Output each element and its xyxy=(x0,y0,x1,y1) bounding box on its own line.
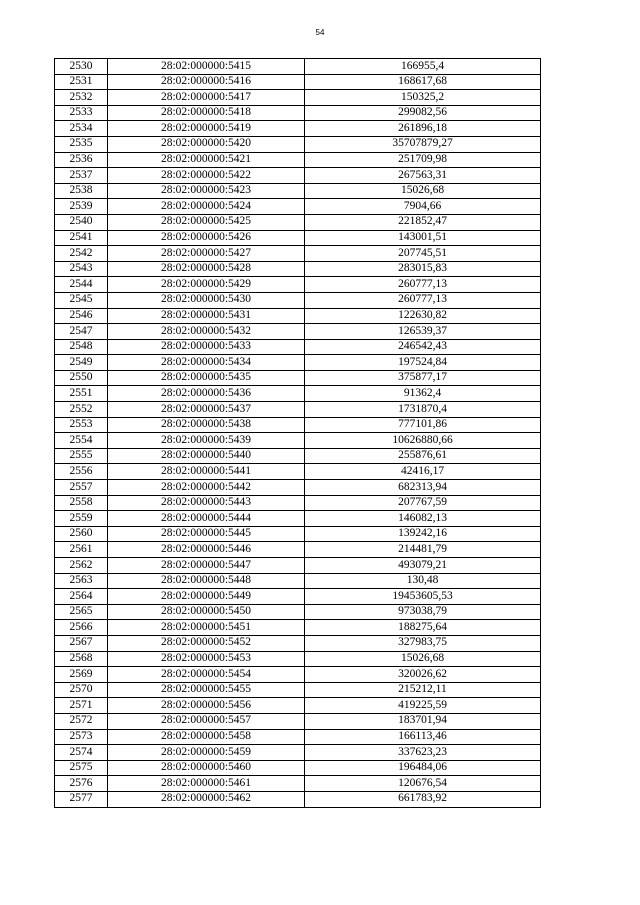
table-row xyxy=(55,105,541,121)
cadastral-number-cell: 28:02:000000:5418 xyxy=(108,105,305,121)
cadastral-number-cell: 28:02:000000:5445 xyxy=(108,526,305,542)
row-number-cell: 2551 xyxy=(55,386,108,402)
table-row xyxy=(55,682,541,698)
row-number-cell: 2569 xyxy=(55,667,108,683)
row-number-cell: 2564 xyxy=(55,589,108,605)
cadastral-number-cell: 28:02:000000:5450 xyxy=(108,604,305,620)
cadastral-value-cell: 7904,66 xyxy=(305,199,541,215)
cadastral-number-cell: 28:02:000000:5433 xyxy=(108,339,305,355)
cadastral-number-cell: 28:02:000000:5430 xyxy=(108,292,305,308)
cadastral-number-cell: 28:02:000000:5422 xyxy=(108,168,305,184)
row-number-cell: 2568 xyxy=(55,651,108,667)
row-number-cell: 2563 xyxy=(55,573,108,589)
table-row xyxy=(55,339,541,355)
cadastral-value-cell: 260777,13 xyxy=(305,277,541,293)
row-number-cell: 2545 xyxy=(55,292,108,308)
cadastral-number-cell: 28:02:000000:5432 xyxy=(108,324,305,340)
cadastral-value-cell: 299082,56 xyxy=(305,105,541,121)
cadastral-number-cell: 28:02:000000:5444 xyxy=(108,511,305,527)
cadastral-number-cell: 28:02:000000:5462 xyxy=(108,791,305,807)
cadastral-number-cell: 28:02:000000:5461 xyxy=(108,776,305,792)
row-number-cell: 2572 xyxy=(55,713,108,729)
row-number-cell: 2567 xyxy=(55,635,108,651)
cadastral-value-cell: 973038,79 xyxy=(305,604,541,620)
cadastral-value-cell: 337623,23 xyxy=(305,745,541,761)
table-row xyxy=(55,464,541,480)
row-number-cell: 2553 xyxy=(55,417,108,433)
cadastral-value-cell: 35707879,27 xyxy=(305,136,541,152)
row-number-cell: 2547 xyxy=(55,324,108,340)
table-row xyxy=(55,246,541,262)
cadastral-value-cell: 126539,37 xyxy=(305,324,541,340)
cadastral-number-cell: 28:02:000000:5417 xyxy=(108,90,305,106)
cadastral-number-cell: 28:02:000000:5452 xyxy=(108,635,305,651)
cadastral-value-cell: 214481,79 xyxy=(305,542,541,558)
row-number-cell: 2538 xyxy=(55,183,108,199)
cadastral-value-cell: 221852,47 xyxy=(305,214,541,230)
cadastral-value-cell: 120676,54 xyxy=(305,776,541,792)
table-row xyxy=(55,495,541,511)
cadastral-value-cell: 196484,06 xyxy=(305,760,541,776)
row-number-cell: 2541 xyxy=(55,230,108,246)
cadastral-number-cell: 28:02:000000:5442 xyxy=(108,480,305,496)
cadastral-number-cell: 28:02:000000:5446 xyxy=(108,542,305,558)
table-row xyxy=(55,277,541,293)
cadastral-number-cell: 28:02:000000:5438 xyxy=(108,417,305,433)
table-row xyxy=(55,635,541,651)
row-number-cell: 2548 xyxy=(55,339,108,355)
cadastral-value-cell: 168617,68 xyxy=(305,74,541,90)
row-number-cell: 2558 xyxy=(55,495,108,511)
cadastral-value-cell: 19453605,53 xyxy=(305,589,541,605)
cadastral-value-cell: 130,48 xyxy=(305,573,541,589)
row-number-cell: 2532 xyxy=(55,90,108,106)
table-row xyxy=(55,573,541,589)
cadastral-value-cell: 320026,62 xyxy=(305,667,541,683)
cadastral-number-cell: 28:02:000000:5426 xyxy=(108,230,305,246)
cadastral-value-cell: 146082,13 xyxy=(305,511,541,527)
cadastral-number-cell: 28:02:000000:5440 xyxy=(108,448,305,464)
cadastral-number-cell: 28:02:000000:5427 xyxy=(108,246,305,262)
cadastral-number-cell: 28:02:000000:5457 xyxy=(108,713,305,729)
table-row xyxy=(55,168,541,184)
row-number-cell: 2562 xyxy=(55,558,108,574)
table-row xyxy=(55,59,541,75)
table-row xyxy=(55,651,541,667)
row-number-cell: 2550 xyxy=(55,370,108,386)
cadastral-value-cell: 207745,51 xyxy=(305,246,541,262)
cadastral-number-cell: 28:02:000000:5447 xyxy=(108,558,305,574)
row-number-cell: 2554 xyxy=(55,433,108,449)
cadastral-value-cell: 183701,94 xyxy=(305,713,541,729)
cadastral-value-cell: 661783,92 xyxy=(305,791,541,807)
table-row xyxy=(55,433,541,449)
cadastral-value-cell: 267563,31 xyxy=(305,168,541,184)
cadastral-number-cell: 28:02:000000:5425 xyxy=(108,214,305,230)
table-body xyxy=(55,59,541,808)
table-row xyxy=(55,729,541,745)
row-number-cell: 2543 xyxy=(55,261,108,277)
cadastral-value-cell: 122630,82 xyxy=(305,308,541,324)
table-row xyxy=(55,74,541,90)
table-row xyxy=(55,604,541,620)
row-number-cell: 2570 xyxy=(55,682,108,698)
cadastral-value-table xyxy=(54,58,541,808)
cadastral-number-cell: 28:02:000000:5416 xyxy=(108,74,305,90)
cadastral-value-cell: 1731870,4 xyxy=(305,402,541,418)
cadastral-value-cell: 197524,84 xyxy=(305,355,541,371)
row-number-cell: 2537 xyxy=(55,168,108,184)
table-row xyxy=(55,620,541,636)
cadastral-number-cell: 28:02:000000:5435 xyxy=(108,370,305,386)
cadastral-number-cell: 28:02:000000:5459 xyxy=(108,745,305,761)
cadastral-number-cell: 28:02:000000:5448 xyxy=(108,573,305,589)
cadastral-number-cell: 28:02:000000:5437 xyxy=(108,402,305,418)
table-row xyxy=(55,183,541,199)
cadastral-number-cell: 28:02:000000:5424 xyxy=(108,199,305,215)
cadastral-value-cell: 42416,17 xyxy=(305,464,541,480)
cadastral-value-cell: 15026,68 xyxy=(305,651,541,667)
cadastral-value-cell: 15026,68 xyxy=(305,183,541,199)
table-row xyxy=(55,558,541,574)
row-number-cell: 2566 xyxy=(55,620,108,636)
row-number-cell: 2539 xyxy=(55,199,108,215)
table-row xyxy=(55,402,541,418)
table-row xyxy=(55,480,541,496)
cadastral-value-cell: 166113,46 xyxy=(305,729,541,745)
cadastral-number-cell: 28:02:000000:5453 xyxy=(108,651,305,667)
row-number-cell: 2531 xyxy=(55,74,108,90)
cadastral-number-cell: 28:02:000000:5460 xyxy=(108,760,305,776)
table-row xyxy=(55,791,541,807)
cadastral-number-cell: 28:02:000000:5451 xyxy=(108,620,305,636)
cadastral-number-cell: 28:02:000000:5443 xyxy=(108,495,305,511)
cadastral-value-cell: 150325,2 xyxy=(305,90,541,106)
row-number-cell: 2556 xyxy=(55,464,108,480)
cadastral-number-cell: 28:02:000000:5419 xyxy=(108,121,305,137)
table-row xyxy=(55,214,541,230)
cadastral-value-cell: 143001,51 xyxy=(305,230,541,246)
table-row xyxy=(55,152,541,168)
row-number-cell: 2542 xyxy=(55,246,108,262)
cadastral-number-cell: 28:02:000000:5458 xyxy=(108,729,305,745)
table-row xyxy=(55,199,541,215)
table-row xyxy=(55,526,541,542)
table-row xyxy=(55,417,541,433)
cadastral-value-cell: 283015,83 xyxy=(305,261,541,277)
row-number-cell: 2565 xyxy=(55,604,108,620)
cadastral-number-cell: 28:02:000000:5431 xyxy=(108,308,305,324)
table-row xyxy=(55,136,541,152)
row-number-cell: 2552 xyxy=(55,402,108,418)
cadastral-number-cell: 28:02:000000:5441 xyxy=(108,464,305,480)
table-row xyxy=(55,713,541,729)
cadastral-number-cell: 28:02:000000:5423 xyxy=(108,183,305,199)
row-number-cell: 2546 xyxy=(55,308,108,324)
cadastral-number-cell: 28:02:000000:5436 xyxy=(108,386,305,402)
row-number-cell: 2530 xyxy=(55,59,108,75)
table-row xyxy=(55,121,541,137)
cadastral-number-cell: 28:02:000000:5454 xyxy=(108,667,305,683)
table-row xyxy=(55,448,541,464)
table-row xyxy=(55,292,541,308)
cadastral-value-cell: 246542,43 xyxy=(305,339,541,355)
table-row xyxy=(55,261,541,277)
table-row xyxy=(55,230,541,246)
cadastral-number-cell: 28:02:000000:5421 xyxy=(108,152,305,168)
cadastral-number-cell: 28:02:000000:5429 xyxy=(108,277,305,293)
row-number-cell: 2575 xyxy=(55,760,108,776)
cadastral-number-cell: 28:02:000000:5456 xyxy=(108,698,305,714)
cadastral-value-cell: 375877,17 xyxy=(305,370,541,386)
table-row xyxy=(55,776,541,792)
cadastral-number-cell: 28:02:000000:5420 xyxy=(108,136,305,152)
row-number-cell: 2571 xyxy=(55,698,108,714)
row-number-cell: 2576 xyxy=(55,776,108,792)
row-number-cell: 2574 xyxy=(55,745,108,761)
cadastral-value-cell: 777101,86 xyxy=(305,417,541,433)
cadastral-number-cell: 28:02:000000:5434 xyxy=(108,355,305,371)
row-number-cell: 2559 xyxy=(55,511,108,527)
cadastral-number-cell: 28:02:000000:5449 xyxy=(108,589,305,605)
cadastral-value-cell: 419225,59 xyxy=(305,698,541,714)
row-number-cell: 2573 xyxy=(55,729,108,745)
cadastral-value-cell: 255876,61 xyxy=(305,448,541,464)
row-number-cell: 2561 xyxy=(55,542,108,558)
cadastral-number-cell: 28:02:000000:5455 xyxy=(108,682,305,698)
row-number-cell: 2540 xyxy=(55,214,108,230)
table-row xyxy=(55,589,541,605)
table-row xyxy=(55,308,541,324)
cadastral-number-cell: 28:02:000000:5415 xyxy=(108,59,305,75)
table-row xyxy=(55,542,541,558)
table-row xyxy=(55,667,541,683)
row-number-cell: 2560 xyxy=(55,526,108,542)
table-row xyxy=(55,90,541,106)
cadastral-value-cell: 10626880,66 xyxy=(305,433,541,449)
cadastral-value-cell: 261896,18 xyxy=(305,121,541,137)
cadastral-value-cell: 251709,98 xyxy=(305,152,541,168)
table-row xyxy=(55,324,541,340)
table-row xyxy=(55,386,541,402)
row-number-cell: 2557 xyxy=(55,480,108,496)
cadastral-value-cell: 166955,4 xyxy=(305,59,541,75)
cadastral-value-cell: 682313,94 xyxy=(305,480,541,496)
row-number-cell: 2555 xyxy=(55,448,108,464)
table-row xyxy=(55,511,541,527)
table-row xyxy=(55,370,541,386)
row-number-cell: 2534 xyxy=(55,121,108,137)
page-number: 54 xyxy=(315,28,325,37)
cadastral-number-cell: 28:02:000000:5428 xyxy=(108,261,305,277)
cadastral-value-cell: 188275,64 xyxy=(305,620,541,636)
cadastral-value-cell: 91362,4 xyxy=(305,386,541,402)
row-number-cell: 2535 xyxy=(55,136,108,152)
row-number-cell: 2533 xyxy=(55,105,108,121)
cadastral-value-cell: 493079,21 xyxy=(305,558,541,574)
row-number-cell: 2549 xyxy=(55,355,108,371)
table-row xyxy=(55,355,541,371)
cadastral-value-cell: 207767,59 xyxy=(305,495,541,511)
cadastral-value-cell: 215212,11 xyxy=(305,682,541,698)
table-row xyxy=(55,760,541,776)
table-row xyxy=(55,698,541,714)
cadastral-number-cell: 28:02:000000:5439 xyxy=(108,433,305,449)
cadastral-value-cell: 260777,13 xyxy=(305,292,541,308)
table-row xyxy=(55,745,541,761)
row-number-cell: 2536 xyxy=(55,152,108,168)
cadastral-value-cell: 327983,75 xyxy=(305,635,541,651)
row-number-cell: 2577 xyxy=(55,791,108,807)
cadastral-value-cell: 139242,16 xyxy=(305,526,541,542)
row-number-cell: 2544 xyxy=(55,277,108,293)
